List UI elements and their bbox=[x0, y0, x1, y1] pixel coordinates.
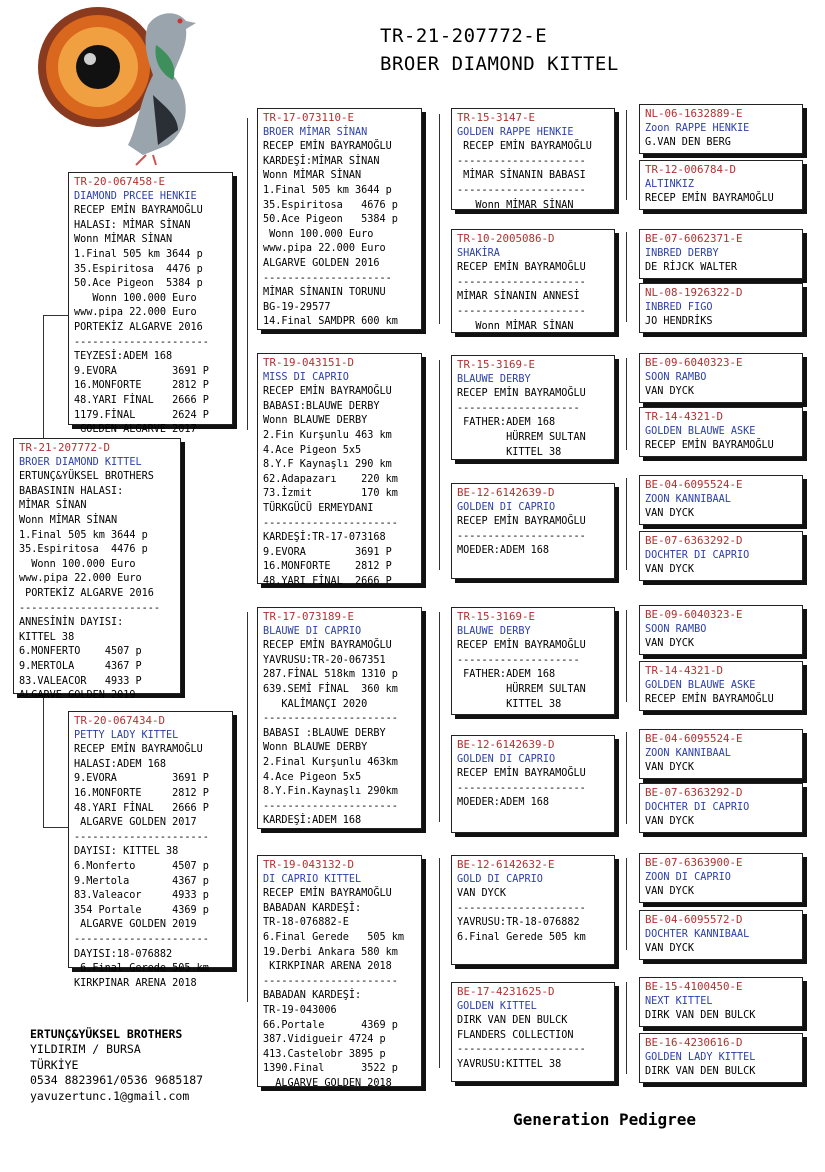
info-line: www.pipa 22.000 Euro bbox=[74, 307, 197, 319]
connector-line bbox=[43, 827, 68, 828]
info-line: 287.FİNAL 518km 1310 p bbox=[263, 669, 398, 681]
pigeon-name: ALTINKIZ bbox=[645, 178, 695, 190]
ring-number: TR-19-043151-D bbox=[263, 356, 355, 369]
connector-line bbox=[247, 612, 248, 1002]
breeder-phone: 0534 8823961/0536 9685187 bbox=[30, 1073, 204, 1088]
info-line: RECEP EMİN BAYRAMOĞLU bbox=[263, 640, 392, 652]
ring-number: BE-07-6363292-D bbox=[645, 534, 743, 547]
info-line: 14.Final SAMDPR 600 km bbox=[263, 316, 398, 328]
pigeon-name: GOLDEN DI CAPRIO bbox=[457, 753, 556, 765]
info-line: TÜRKGÜCÜ ERMEYDANI bbox=[263, 502, 374, 514]
ring-number: BE-04-6095572-D bbox=[645, 913, 743, 926]
pigeon-name: DOCHTER KANNIBAAL bbox=[645, 928, 750, 940]
ring-number: TR-15-3169-E bbox=[457, 358, 536, 371]
pigeon-name: BLAUWE DERBY bbox=[457, 625, 531, 637]
info-line: Wonn 100.000 Euro bbox=[19, 558, 136, 570]
pigeon-card-g4-6 bbox=[639, 407, 803, 457]
ring-number: TR-15-3169-E bbox=[457, 610, 536, 623]
info-line: KIRKPINAR ARENA 2018 bbox=[263, 961, 392, 973]
info-line: VAN DYCK bbox=[645, 386, 695, 398]
connector-line bbox=[247, 118, 248, 430]
connector-line bbox=[626, 232, 627, 322]
info-line: 48.YARI FİNAL 2666 P bbox=[263, 575, 392, 587]
info-line: 19.Derbi Ankara 580 km bbox=[263, 946, 398, 958]
pigeon-name: NEXT KITTEL bbox=[645, 995, 713, 1007]
info-line: KITTEL 38 bbox=[457, 698, 562, 710]
pigeon-name: SOON RAMBO bbox=[645, 623, 707, 635]
ring-number: TR-15-3147-E bbox=[457, 111, 536, 124]
pigeon-card-g4-9 bbox=[639, 605, 803, 655]
ring-number: TR-20-067434-D bbox=[74, 714, 166, 727]
ring-number: BE-04-6095524-E bbox=[645, 732, 743, 745]
info-line: KITTEL 38 bbox=[19, 631, 75, 643]
ring-number: BE-07-6363900-E bbox=[645, 856, 743, 869]
info-line: BABADAN KARDEŞİ: bbox=[263, 990, 362, 1002]
info-line: 16.MONFORTE 2812 P bbox=[74, 787, 209, 799]
connector-line bbox=[626, 478, 627, 570]
info-line: RECEP EMİN BAYRAMOĞLU bbox=[74, 744, 203, 756]
info-line: VAN DYCK bbox=[645, 638, 695, 650]
pigeon-name: SHAKİRA bbox=[457, 247, 500, 259]
pigeon-name: PETTY LADY KITTEL bbox=[74, 729, 179, 741]
info-line: DAYISI: KITTEL 38 bbox=[74, 846, 179, 858]
pigeon-name: MISS DI CAPRIO bbox=[263, 371, 349, 383]
info-line: Wonn 100.000 Euro bbox=[74, 292, 197, 304]
info-line: 1.Final 505 km 3644 p bbox=[19, 529, 148, 541]
info-line: Wonn BLAUWE DERBY bbox=[263, 742, 368, 754]
ring-number: TR-14-4321-D bbox=[645, 664, 724, 677]
pigeon-card-g3-7 bbox=[451, 855, 615, 965]
pigeon-card-g3-3 bbox=[451, 355, 615, 460]
separator-line: --------------------- bbox=[457, 276, 586, 288]
connector-line bbox=[626, 610, 627, 702]
info-line: 48.YARI FİNAL 2666 P bbox=[74, 394, 209, 406]
separator-line: --------------------- bbox=[263, 272, 392, 284]
pigeon-name: DI CAPRIO KITTEL bbox=[263, 873, 362, 885]
header-pigeon-name: BROER DIAMOND KITTEL bbox=[380, 53, 619, 75]
info-line: 16.MONFORTE 2812 P bbox=[74, 380, 209, 392]
info-line: ALGARVE GOLDEN 2018 bbox=[263, 1077, 392, 1089]
info-line: MİMAR SİNANIN ANNESİ bbox=[457, 291, 580, 303]
info-line: RECEP EMİN BAYRAMOĞLU bbox=[645, 440, 774, 452]
info-line: 2.Final Kurşunlu 463km bbox=[263, 756, 398, 768]
info-line: 35.Espiritosa 4476 p bbox=[74, 263, 203, 275]
info-line: GOLDEN ALGARVE 2017 bbox=[74, 424, 197, 436]
pigeon-card-g4-2 bbox=[639, 160, 803, 210]
pigeon-logo-image bbox=[28, 5, 203, 165]
pigeon-card-sire-sire bbox=[257, 108, 422, 330]
ring-number: BE-12-6142632-E bbox=[457, 858, 555, 871]
info-line: Wonn MİMAR SİNAN bbox=[263, 170, 362, 182]
info-line: www.pipa 22.000 Euro bbox=[19, 573, 142, 585]
info-line: www.pipa 22.000 Euro bbox=[263, 243, 386, 255]
connector-line bbox=[43, 315, 68, 316]
connector-line bbox=[626, 858, 627, 950]
info-line: BABASININ HALASI: bbox=[19, 485, 124, 497]
info-line: 83.Valeacor 4933 p bbox=[74, 890, 209, 902]
separator-line: ---------------------- bbox=[263, 975, 398, 987]
info-line: 354 Portale 4369 p bbox=[74, 904, 209, 916]
separator-line: ---------------------- bbox=[263, 517, 398, 529]
info-line: MİMAR SİNANIN TORUNU bbox=[263, 287, 386, 299]
ring-number: BE-12-6142639-D bbox=[457, 486, 555, 499]
separator-line: ---------------------- bbox=[74, 831, 209, 843]
ring-number: BE-16-4230616-D bbox=[645, 1036, 743, 1049]
generation-pedigree-label: Generation Pedigree bbox=[513, 1110, 697, 1129]
connector-line bbox=[626, 110, 627, 200]
ring-number: TR-14-4321-D bbox=[645, 410, 724, 423]
pigeon-card-g4-13 bbox=[639, 853, 803, 903]
info-line: DIRK VAN DEN BULCK bbox=[645, 1010, 756, 1022]
info-line: VAN DYCK bbox=[457, 888, 507, 900]
info-line: VAN DYCK bbox=[645, 886, 695, 898]
pigeon-card-g4-10 bbox=[639, 661, 803, 711]
ring-number: TR-10-2005086-D bbox=[457, 232, 555, 245]
ring-number: BE-09-6040323-E bbox=[645, 608, 743, 621]
info-line: 8.Y.Fin.Kaynaşlı 290km bbox=[263, 786, 398, 798]
separator-line: ----------------------- bbox=[19, 602, 161, 614]
info-line: BABADAN KARDEŞİ: bbox=[263, 902, 362, 914]
connector-line bbox=[626, 732, 627, 824]
ring-number: BE-07-6062371-E bbox=[645, 232, 743, 245]
info-line: VAN DYCK bbox=[645, 816, 695, 828]
info-line: 50.Ace Pigeon 5384 p bbox=[74, 278, 203, 290]
pigeon-name: DOCHTER DI CAPRIO bbox=[645, 549, 750, 561]
pigeon-name: INBRED DERBY bbox=[645, 247, 719, 259]
info-line: DIRK VAN DEN BULCK bbox=[645, 1066, 756, 1078]
info-line: RECEP EMİN BAYRAMOĞLU bbox=[457, 768, 586, 780]
pigeon-name: INBRED FIGO bbox=[645, 301, 713, 313]
info-line: 35.Espiritosa 4476 p bbox=[19, 544, 148, 556]
pigeon-card-subject bbox=[13, 438, 181, 702]
info-line: YAVRUSU:KITTEL 38 bbox=[457, 1058, 562, 1070]
pigeon-card-g4-11 bbox=[639, 729, 803, 779]
info-line: TR-18-076882-E bbox=[263, 917, 349, 929]
ring-number: TR-17-073110-E bbox=[263, 111, 355, 124]
pigeon-name: BLAUWE DERBY bbox=[457, 373, 531, 385]
info-line: 6.Final Gerede 505 km bbox=[74, 963, 209, 975]
pigeon-name: GOLDEN DI CAPRIO bbox=[457, 501, 556, 513]
info-line: Wonn MİMAR SİNAN bbox=[457, 199, 574, 211]
info-line: Wonn BLAUWE DERBY bbox=[263, 415, 368, 427]
info-line: FATHER:ADEM 168 bbox=[457, 417, 556, 429]
info-line: BG-19-29577 bbox=[263, 301, 331, 313]
info-line: RECEP EMİN BAYRAMOĞLU bbox=[457, 516, 586, 528]
info-line: RECEP EMİN BAYRAMOĞLU bbox=[645, 193, 774, 205]
ring-number: TR-19-043132-D bbox=[263, 858, 355, 871]
pigeon-name: ZOON KANNIBAAL bbox=[645, 493, 731, 505]
ring-number: BE-17-4231625-D bbox=[457, 985, 555, 998]
info-line: MOEDER:ADEM 168 bbox=[457, 545, 550, 557]
pigeon-card-g3-8 bbox=[451, 982, 615, 1082]
info-line: 639.SEMİ FİNAL 360 km bbox=[263, 683, 398, 695]
pigeon-card-g3-2 bbox=[451, 229, 615, 333]
pigeon-name: GOLD DI CAPRIO bbox=[457, 873, 543, 885]
info-line: RECEP EMİN BAYRAMOĞLU bbox=[457, 262, 586, 274]
info-line: MOEDER:ADEM 168 bbox=[457, 797, 550, 809]
separator-line: --------------------- bbox=[457, 155, 586, 167]
info-line: 1179.FİNAL 2624 P bbox=[74, 409, 209, 421]
pigeon-name: GOLDEN LADY KITTEL bbox=[645, 1051, 756, 1063]
info-line: ERTUNÇ&YÜKSEL BROTHERS bbox=[19, 471, 154, 483]
info-line: RECEP EMİN BAYRAMOĞLU bbox=[645, 694, 774, 706]
info-line: RECEP EMİN BAYRAMOĞLU bbox=[263, 386, 392, 398]
separator-line: --------------------- bbox=[457, 305, 586, 317]
info-line: MİMAR SİNANIN BABASI bbox=[457, 170, 586, 182]
pigeon-card-g4-4 bbox=[639, 283, 803, 333]
info-line: YAVRUSU:TR-20-067351 bbox=[263, 654, 386, 666]
pigeon-card-g3-4 bbox=[451, 483, 615, 579]
separator-line: --------------------- bbox=[457, 1044, 586, 1056]
pigeon-card-g4-3 bbox=[639, 229, 803, 279]
breeder-email[interactable]: yavuzertunc.1@gmail.com bbox=[30, 1088, 190, 1103]
info-line: RECEP EMİN BAYRAMOĞLU bbox=[263, 141, 392, 153]
pigeon-card-g4-5 bbox=[639, 353, 803, 403]
info-line: KARDEŞİ:ADEM 168 bbox=[263, 815, 362, 827]
ring-number: BE-15-4100450-E bbox=[645, 980, 743, 993]
info-line: VAN DYCK bbox=[645, 762, 695, 774]
pigeon-name: ZOON DI CAPRIO bbox=[645, 871, 731, 883]
pigeon-card-g4-15 bbox=[639, 977, 803, 1027]
breeder-name: ERTUNÇ&YÜKSEL BROTHERS bbox=[30, 1027, 183, 1041]
info-line: HALASI:ADEM 168 bbox=[74, 758, 167, 770]
info-line: 66.Portale 4369 p bbox=[263, 1019, 398, 1031]
separator-line: -------------------- bbox=[457, 654, 580, 666]
pigeon-card-mother bbox=[68, 711, 233, 989]
info-line: 4.Ace Pigeon 5x5 bbox=[263, 444, 362, 456]
info-line: PORTEKİZ ALGARVE 2016 bbox=[19, 587, 154, 599]
info-line: ALGARVE GOLDEN 2017 bbox=[74, 817, 197, 829]
info-line: 6.MONFERTO 4507 p bbox=[19, 646, 142, 658]
pigeon-card-dam-sire bbox=[257, 607, 422, 829]
info-line: RECEP EMİN BAYRAMOĞLU bbox=[457, 640, 586, 652]
info-line: 50.Ace Pigeon 5384 p bbox=[263, 214, 398, 226]
pigeon-card-g3-5 bbox=[451, 607, 615, 715]
info-line: Wonn MİMAR SİNAN bbox=[74, 234, 173, 246]
info-line: 1390.Final 3522 p bbox=[263, 1063, 398, 1075]
pigeon-name: ZOON KANNIBAAL bbox=[645, 747, 731, 759]
info-line: HÜRREM SULTAN bbox=[457, 683, 586, 695]
breeder-country: TÜRKİYE bbox=[30, 1057, 79, 1072]
pigeon-card-g4-16 bbox=[639, 1033, 803, 1083]
pigeon-name: BLAUWE DI CAPRIO bbox=[263, 625, 362, 637]
info-line: RECEP EMİN BAYRAMOĞLU bbox=[74, 205, 203, 217]
info-line: 2.Fin Kurşunlu 463 km bbox=[263, 429, 392, 441]
pigeon-card-g4-14 bbox=[639, 910, 803, 960]
connector-line bbox=[626, 982, 627, 1074]
info-line: RECEP EMİN BAYRAMOĞLU bbox=[457, 388, 586, 400]
pigeon-name: Zoon RAPPE HENKIE bbox=[645, 122, 750, 134]
info-line: 35.Espiritosa 4676 p bbox=[263, 199, 398, 211]
info-line: 9.Mertola 4367 p bbox=[74, 875, 209, 887]
ring-number: TR-21-207772-D bbox=[19, 441, 111, 454]
info-line: 8.Y.F Kaynaşlı 290 km bbox=[263, 459, 392, 471]
info-line: KARDEŞİ:TR-17-073168 bbox=[263, 532, 386, 544]
info-line: KIRKPINAR ARENA 2018 bbox=[74, 977, 197, 989]
info-line: TEYZESİ:ADEM 168 bbox=[74, 351, 173, 363]
info-line: FATHER:ADEM 168 bbox=[457, 669, 556, 681]
ring-number: BE-04-6095524-E bbox=[645, 478, 743, 491]
info-line: 73.İzmit 170 km bbox=[263, 488, 398, 500]
info-line: 1.Final 505 km 3644 p bbox=[74, 248, 203, 260]
connector-line bbox=[439, 360, 440, 570]
info-line: BABASI:BLAUWE DERBY bbox=[263, 400, 380, 412]
pigeon-card-g3-6 bbox=[451, 735, 615, 833]
info-line: KARDEŞİ:MİMAR SİNAN bbox=[263, 155, 380, 167]
connector-line bbox=[439, 114, 440, 324]
info-line: 48.YARI FİNAL 2666 P bbox=[74, 802, 209, 814]
info-line: BABASI :BLAUWE DERBY bbox=[263, 727, 386, 739]
pigeon-card-g4-8 bbox=[639, 531, 803, 581]
info-line: ALGARVE GOLDEN 2019 bbox=[19, 690, 136, 702]
info-line: RECEP EMİN BAYRAMOĞLU bbox=[457, 141, 592, 153]
separator-line: ---------------------- bbox=[74, 933, 209, 945]
info-line: RECEP EMİN BAYRAMOĞLU bbox=[263, 888, 392, 900]
separator-line: ---------------------- bbox=[263, 713, 398, 725]
info-line: 1.Final 505 km 3644 p bbox=[263, 184, 392, 196]
pigeon-card-g3-1 bbox=[451, 108, 615, 210]
pigeon-name: SOON RAMBO bbox=[645, 371, 707, 383]
pigeon-name: BROER MİMAR SİNAN bbox=[263, 126, 368, 138]
breeder-city: YILDIRIM / BURSA bbox=[30, 1042, 141, 1057]
info-line: VAN DYCK bbox=[645, 943, 695, 955]
info-line: ALGARVE GOLDEN 2016 bbox=[263, 257, 380, 269]
pigeon-card-g4-12 bbox=[639, 783, 803, 833]
info-line: 16.MONFORTE 2812 P bbox=[263, 561, 392, 573]
info-line: HÜRREM SULTAN bbox=[457, 431, 586, 443]
info-line: Wonn MİMAR SİNAN bbox=[457, 320, 574, 332]
info-line: 6.Final Gerede 505 km bbox=[457, 931, 586, 943]
info-line: FLANDERS COLLECTION bbox=[457, 1029, 574, 1041]
separator-line: --------------------- bbox=[457, 184, 586, 196]
connector-line bbox=[626, 358, 627, 450]
breeder-contact bbox=[30, 1027, 203, 1104]
info-line: JO HENDRİKS bbox=[645, 316, 713, 328]
info-line: TR-19-043006 bbox=[263, 1004, 337, 1016]
info-line: 6.Final Gerede 505 km bbox=[263, 931, 405, 943]
info-line: Wonn MİMAR SİNAN bbox=[19, 514, 118, 526]
ring-number: BE-09-6040323-E bbox=[645, 356, 743, 369]
pigeon-card-sire-dam bbox=[257, 353, 422, 587]
info-line: HALASI: MİMAR SİNAN bbox=[74, 219, 191, 231]
pigeon-card-father bbox=[68, 172, 233, 436]
info-line: 9.EVORA 3691 P bbox=[74, 365, 209, 377]
pigeon-card-g4-1 bbox=[639, 104, 803, 154]
info-line: DIRK VAN DEN BULCK bbox=[457, 1015, 568, 1027]
info-line: YAVRUSU:TR-18-076882 bbox=[457, 917, 580, 929]
pigeon-name: DIAMOND PRCEE HENKIE bbox=[74, 190, 197, 202]
separator-line: --------------------- bbox=[457, 530, 586, 542]
info-line: MİMAR SİNAN bbox=[19, 500, 87, 512]
pigeon-name: DOCHTER DI CAPRIO bbox=[645, 801, 750, 813]
ring-number: BE-07-6363292-D bbox=[645, 786, 743, 799]
info-line: DAYISI:18-076882 bbox=[74, 948, 173, 960]
header-ring-number: TR-21-207772-E bbox=[380, 25, 548, 47]
separator-line: ---------------------- bbox=[263, 800, 398, 812]
info-line: PORTEKİZ ALGARVE 2016 bbox=[74, 321, 203, 333]
pigeon-name: GOLDEN KITTEL bbox=[457, 1000, 537, 1012]
pigeon-name: BROER DIAMOND KITTEL bbox=[19, 456, 142, 468]
connector-line bbox=[439, 858, 440, 1068]
info-line: 413.Castelobr 3895 p bbox=[263, 1048, 386, 1060]
connector-line bbox=[439, 612, 440, 822]
info-line: 9.EVORA 3691 P bbox=[263, 546, 392, 558]
info-line: Wonn 100.000 Euro bbox=[263, 228, 374, 240]
info-line: 9.MERTOLA 4367 P bbox=[19, 660, 142, 672]
info-line: 83.VALEACOR 4933 P bbox=[19, 675, 142, 687]
separator-line: -------------------- bbox=[457, 402, 580, 414]
separator-line: --------------------- bbox=[457, 782, 586, 794]
info-line: ALGARVE GOLDEN 2019 bbox=[74, 919, 197, 931]
info-line: VAN DYCK bbox=[645, 564, 695, 576]
pigeon-card-dam-dam bbox=[257, 855, 422, 1087]
info-line: 4.Ace Pigeon 5x5 bbox=[263, 771, 362, 783]
ring-number: NL-08-1926322-D bbox=[645, 286, 743, 299]
pigeon-name: GOLDEN BLAUWE ASKE bbox=[645, 679, 756, 691]
ring-number: BE-12-6142639-D bbox=[457, 738, 555, 751]
info-line: 6.Monferto 4507 p bbox=[74, 860, 209, 872]
pigeon-card-g4-7 bbox=[639, 475, 803, 525]
info-line: 387.Vidigueir 4724 p bbox=[263, 1034, 386, 1046]
pigeon-name: GOLDEN RAPPE HENKIE bbox=[457, 126, 574, 138]
separator-line: --------------------- bbox=[457, 902, 586, 914]
info-line: G.VAN DEN BERG bbox=[645, 137, 731, 149]
ring-number: TR-12-006784-D bbox=[645, 163, 737, 176]
ring-number: TR-20-067458-E bbox=[74, 175, 166, 188]
info-line: ANNESİNİN DAYISI: bbox=[19, 617, 124, 629]
ring-number: NL-06-1632889-E bbox=[645, 107, 743, 120]
info-line: DE RİJCK WALTER bbox=[645, 262, 738, 274]
info-line: 9.EVORA 3691 P bbox=[74, 773, 209, 785]
info-line: VAN DYCK bbox=[645, 508, 695, 520]
pigeon-name: GOLDEN BLAUWE ASKE bbox=[645, 425, 756, 437]
info-line: 62.Adapazarı 220 km bbox=[263, 473, 398, 485]
info-line: KITTEL 38 bbox=[457, 446, 562, 458]
info-line: KALİMANÇI 2020 bbox=[263, 698, 368, 710]
ring-number: TR-17-073189-E bbox=[263, 610, 355, 623]
separator-line: ---------------------- bbox=[74, 336, 209, 348]
